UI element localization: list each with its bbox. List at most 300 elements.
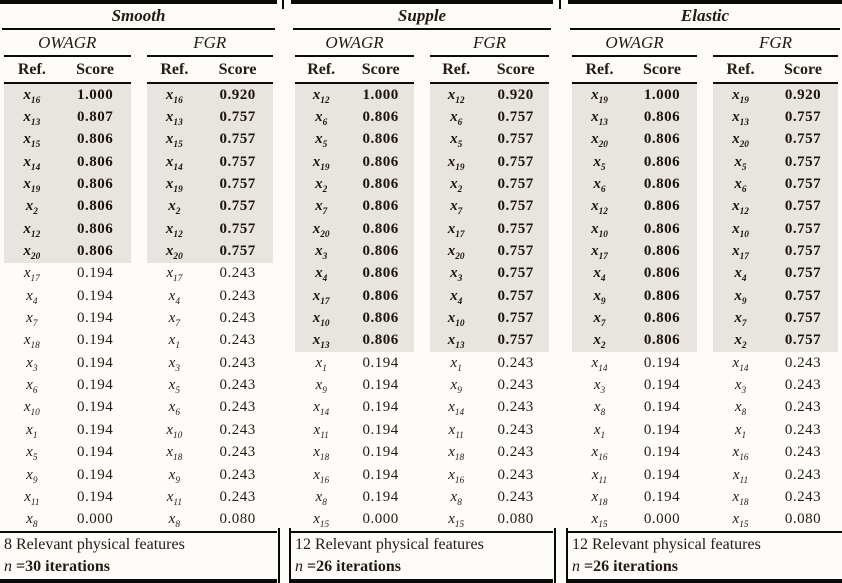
feature-ref: $x_{10}$ bbox=[166, 421, 183, 441]
feature-ref: $x_{12}$ bbox=[23, 220, 41, 240]
feature-ref: $x_9$ bbox=[450, 377, 462, 397]
feature-score: 0.806 bbox=[76, 153, 114, 170]
feature-ref: $x_4$ bbox=[168, 287, 180, 307]
feature-ref: $x_{20}$ bbox=[312, 220, 330, 240]
table-row bbox=[295, 442, 414, 464]
table-row bbox=[4, 173, 131, 195]
feature-score: 0.757 bbox=[497, 265, 534, 282]
table-row bbox=[4, 263, 131, 285]
method-name: FGR bbox=[147, 30, 274, 57]
feature-ref: $x_3$ bbox=[593, 377, 606, 397]
feature-ref: $x_{11}$ bbox=[732, 466, 749, 486]
table-row bbox=[147, 240, 274, 262]
table-row bbox=[147, 196, 274, 218]
feature-score: 0.757 bbox=[219, 131, 256, 148]
feature-score: 0.806 bbox=[643, 153, 681, 170]
feature-score: 0.806 bbox=[362, 153, 399, 170]
feature-score: 0.194 bbox=[76, 265, 114, 282]
iterations-count: =26 iterations bbox=[303, 558, 401, 575]
feature-score: 0.757 bbox=[219, 109, 256, 126]
feature-score: 0.806 bbox=[643, 287, 681, 304]
feature-score: 0.806 bbox=[76, 243, 114, 260]
table-row bbox=[4, 464, 131, 486]
feature-ref: $x_8$ bbox=[315, 488, 327, 508]
table-row bbox=[572, 129, 697, 151]
column-header-score: Score bbox=[784, 60, 822, 78]
feature-score: 0.757 bbox=[497, 310, 534, 327]
feature-ref: $x_{16}$ bbox=[165, 86, 183, 106]
table-row bbox=[147, 419, 274, 441]
feature-ref: $x_{10}$ bbox=[312, 310, 330, 330]
table-row bbox=[572, 240, 697, 262]
table-row bbox=[713, 263, 838, 285]
feature-ref: $x_{12}$ bbox=[312, 86, 330, 106]
feature-score: 0.194 bbox=[362, 466, 399, 483]
feature-ref: $x_5$ bbox=[734, 153, 747, 173]
feature-ref: $x_{18}$ bbox=[313, 444, 330, 464]
method-owagr bbox=[572, 30, 697, 531]
feature-ref: $x_{14}$ bbox=[448, 399, 465, 419]
iterations-note bbox=[295, 556, 549, 578]
feature-ref: $x_3$ bbox=[315, 243, 328, 263]
data-rows bbox=[4, 84, 131, 531]
feature-score: 0.757 bbox=[784, 265, 822, 282]
feature-score: 0.243 bbox=[497, 354, 534, 371]
column-header-ref: Ref. bbox=[17, 60, 46, 78]
table-row bbox=[713, 374, 838, 396]
feature-ref: $x_4$ bbox=[734, 265, 747, 285]
method-name: OWAGR bbox=[572, 30, 697, 57]
feature-score: 0.243 bbox=[497, 377, 534, 394]
feature-score: 0.080 bbox=[219, 511, 256, 528]
feature-score: 0.194 bbox=[76, 466, 114, 483]
table-row bbox=[295, 419, 414, 441]
feature-score: 0.243 bbox=[784, 488, 822, 505]
section-gap bbox=[553, 0, 568, 583]
feature-ref: $x_3$ bbox=[450, 265, 463, 285]
feature-score: 0.806 bbox=[76, 220, 114, 237]
table-row bbox=[713, 151, 838, 173]
table-row bbox=[713, 419, 838, 441]
feature-score: 0.194 bbox=[643, 399, 681, 416]
feature-ref: $x_1$ bbox=[734, 421, 747, 441]
table-row bbox=[295, 285, 414, 307]
feature-score: 0.243 bbox=[497, 466, 534, 483]
table-row bbox=[147, 129, 274, 151]
table-row bbox=[572, 374, 697, 396]
iterations-count: =26 iterations bbox=[580, 558, 678, 575]
table-row bbox=[295, 352, 414, 374]
table-row bbox=[572, 397, 697, 419]
data-rows bbox=[572, 84, 697, 531]
table-row bbox=[713, 464, 838, 486]
feature-ref: $x_{19}$ bbox=[165, 176, 183, 196]
table-row bbox=[572, 464, 697, 486]
table-row bbox=[713, 84, 838, 106]
section-title: Supple bbox=[293, 4, 551, 30]
section-footer bbox=[0, 531, 277, 579]
table-row bbox=[147, 464, 274, 486]
feature-ref: $x_9$ bbox=[26, 466, 38, 486]
feature-score: 0.757 bbox=[784, 243, 822, 260]
feature-ref: $x_{16}$ bbox=[732, 444, 749, 464]
feature-score: 0.000 bbox=[76, 511, 114, 528]
feature-ref: $x_9$ bbox=[315, 377, 327, 397]
column-headers bbox=[147, 57, 274, 84]
feature-ref: $x_5$ bbox=[450, 131, 463, 151]
feature-score: 0.806 bbox=[362, 109, 399, 126]
table-row bbox=[572, 84, 697, 106]
feature-score: 0.806 bbox=[362, 332, 399, 349]
table-row bbox=[430, 84, 549, 106]
feature-ref: $x_{12}$ bbox=[165, 220, 183, 240]
table-row bbox=[295, 106, 414, 128]
feature-ref: $x_7$ bbox=[26, 310, 38, 330]
feature-ref: $x_{17}$ bbox=[312, 287, 330, 307]
feature-ref: $x_{18}$ bbox=[166, 444, 183, 464]
column-header-ref: Ref. bbox=[726, 60, 755, 78]
column-header-score: Score bbox=[76, 60, 115, 78]
table-row bbox=[4, 106, 131, 128]
table-row bbox=[430, 151, 549, 173]
feature-ref: $x_{19}$ bbox=[732, 86, 749, 106]
feature-score: 0.243 bbox=[497, 488, 534, 505]
feature-score: 0.757 bbox=[784, 198, 822, 215]
feature-ref: $x_{19}$ bbox=[591, 86, 608, 106]
table-row bbox=[147, 330, 274, 352]
feature-ref: $x_{17}$ bbox=[166, 265, 183, 285]
feature-ref: $x_{17}$ bbox=[23, 265, 40, 285]
feature-ref: $x_4$ bbox=[450, 287, 463, 307]
table-row bbox=[430, 307, 549, 329]
feature-ref: $x_8$ bbox=[593, 399, 606, 419]
feature-ref: $x_1$ bbox=[593, 421, 606, 441]
feature-ref: $x_{11}$ bbox=[313, 421, 329, 441]
method-name: FGR bbox=[713, 30, 838, 57]
feature-score: 0.757 bbox=[219, 153, 256, 170]
table-row bbox=[147, 106, 274, 128]
feature-ref: $x_{11}$ bbox=[448, 421, 464, 441]
feature-score: 0.194 bbox=[362, 488, 399, 505]
feature-score: 0.806 bbox=[362, 198, 399, 215]
feature-score: 0.806 bbox=[76, 176, 114, 193]
feature-ref: $x_{20}$ bbox=[23, 243, 41, 263]
method-fgr bbox=[713, 30, 838, 531]
table-row bbox=[147, 84, 274, 106]
n-symbol: n bbox=[4, 558, 12, 575]
feature-score: 0.194 bbox=[643, 354, 681, 371]
feature-score: 0.806 bbox=[643, 265, 681, 282]
feature-score: 0.243 bbox=[219, 444, 256, 461]
method-columns bbox=[291, 30, 553, 531]
feature-score: 0.757 bbox=[219, 176, 256, 193]
column-header-score: Score bbox=[643, 60, 681, 78]
feature-ref: $x_{17}$ bbox=[447, 220, 465, 240]
method-columns bbox=[0, 30, 277, 531]
feature-score: 0.243 bbox=[497, 444, 534, 461]
table-row bbox=[713, 106, 838, 128]
table-row bbox=[147, 486, 274, 508]
table-row bbox=[430, 509, 549, 531]
table-row bbox=[713, 307, 838, 329]
feature-ref: $x_8$ bbox=[450, 488, 462, 508]
column-header-ref: Ref. bbox=[307, 60, 336, 78]
feature-score: 0.806 bbox=[643, 176, 681, 193]
feature-score: 1.000 bbox=[643, 86, 681, 103]
table-row bbox=[430, 352, 549, 374]
table-border-tick bbox=[289, 528, 291, 583]
feature-ref: $x_2$ bbox=[25, 198, 38, 218]
feature-score: 0.757 bbox=[784, 332, 822, 349]
feature-score: 1.000 bbox=[76, 86, 114, 103]
table-row bbox=[295, 263, 414, 285]
table-row bbox=[4, 218, 131, 240]
feature-ref: $x_6$ bbox=[315, 109, 328, 129]
feature-ref: $x_6$ bbox=[734, 176, 747, 196]
table-row bbox=[147, 307, 274, 329]
table-border-tick bbox=[282, 0, 284, 9]
feature-score: 0.194 bbox=[362, 399, 399, 416]
feature-score: 0.806 bbox=[362, 131, 399, 148]
table-row bbox=[572, 196, 697, 218]
section-title: Elastic bbox=[570, 4, 840, 30]
iterations-note bbox=[572, 556, 838, 578]
table-row bbox=[295, 509, 414, 531]
table-row bbox=[572, 263, 697, 285]
feature-score: 0.806 bbox=[362, 287, 399, 304]
feature-score: 0.194 bbox=[643, 466, 681, 483]
feature-ref: $x_{14}$ bbox=[165, 153, 183, 173]
table-row bbox=[4, 285, 131, 307]
data-rows bbox=[147, 84, 274, 531]
feature-score: 0.243 bbox=[497, 421, 534, 438]
table-row bbox=[572, 419, 697, 441]
feature-score: 0.757 bbox=[784, 220, 822, 237]
feature-ref: $x_{16}$ bbox=[313, 466, 330, 486]
feature-score: 0.757 bbox=[497, 131, 534, 148]
table-row bbox=[430, 486, 549, 508]
table-row bbox=[295, 374, 414, 396]
feature-score: 0.806 bbox=[76, 198, 114, 215]
method-fgr bbox=[430, 30, 549, 531]
table-row bbox=[147, 374, 274, 396]
feature-ref: $x_{10}$ bbox=[447, 310, 465, 330]
feature-ref: $x_6$ bbox=[26, 377, 38, 397]
feature-score: 0.757 bbox=[497, 243, 534, 260]
iterations-count: =30 iterations bbox=[12, 558, 110, 575]
table-row bbox=[430, 240, 549, 262]
table-row bbox=[295, 397, 414, 419]
feature-score: 0.757 bbox=[784, 176, 822, 193]
table-row bbox=[713, 196, 838, 218]
table-row bbox=[147, 218, 274, 240]
section-gap bbox=[277, 0, 291, 583]
table-row bbox=[4, 397, 131, 419]
feature-ref: $x_4$ bbox=[593, 265, 606, 285]
feature-ref: $x_5$ bbox=[26, 444, 38, 464]
method-name: OWAGR bbox=[4, 30, 131, 57]
feature-score: 0.000 bbox=[643, 511, 681, 528]
feature-ref: $x_{14}$ bbox=[591, 354, 608, 374]
feature-ref: $x_{15}$ bbox=[591, 511, 608, 531]
table-row bbox=[713, 173, 838, 195]
relevant-features-note: 8 Relevant physical features bbox=[4, 536, 185, 553]
feature-score: 0.806 bbox=[362, 220, 399, 237]
section-elastic bbox=[568, 0, 842, 583]
feature-score: 0.194 bbox=[643, 421, 681, 438]
table-row bbox=[713, 285, 838, 307]
feature-ref: $x_4$ bbox=[26, 287, 38, 307]
feature-ref: $x_{10}$ bbox=[23, 399, 40, 419]
column-headers bbox=[572, 57, 697, 84]
feature-score: 0.757 bbox=[784, 310, 822, 327]
table-row bbox=[430, 196, 549, 218]
table-row bbox=[430, 464, 549, 486]
feature-ref: $x_3$ bbox=[734, 377, 747, 397]
table-row bbox=[295, 151, 414, 173]
feature-score: 0.194 bbox=[76, 421, 114, 438]
table-row bbox=[295, 464, 414, 486]
table-row bbox=[713, 486, 838, 508]
table-row bbox=[295, 173, 414, 195]
table-row bbox=[4, 129, 131, 151]
feature-ref: $x_2$ bbox=[168, 198, 181, 218]
feature-ref: $x_{20}$ bbox=[591, 131, 608, 151]
feature-ref: $x_{15}$ bbox=[448, 511, 465, 531]
feature-score: 0.243 bbox=[784, 421, 822, 438]
feature-score: 0.243 bbox=[219, 287, 256, 304]
feature-score: 0.243 bbox=[784, 354, 822, 371]
feature-score: 0.806 bbox=[362, 176, 399, 193]
feature-ref: $x_{18}$ bbox=[591, 488, 608, 508]
table-row bbox=[147, 285, 274, 307]
feature-ref: $x_{10}$ bbox=[732, 220, 749, 240]
feature-ref: $x_{19}$ bbox=[447, 153, 465, 173]
feature-score: 0.920 bbox=[784, 86, 822, 103]
feature-ref: $x_1$ bbox=[26, 421, 38, 441]
feature-score: 0.806 bbox=[362, 243, 399, 260]
table-row bbox=[4, 419, 131, 441]
feature-ref: $x_9$ bbox=[168, 466, 180, 486]
table-row bbox=[430, 129, 549, 151]
feature-score: 0.920 bbox=[497, 86, 534, 103]
feature-ref: $x_{19}$ bbox=[312, 153, 330, 173]
table-row bbox=[4, 486, 131, 508]
feature-ref: $x_{15}$ bbox=[313, 511, 330, 531]
table-row bbox=[4, 442, 131, 464]
feature-ref: $x_{10}$ bbox=[591, 220, 608, 240]
table-row bbox=[430, 419, 549, 441]
table-row bbox=[147, 173, 274, 195]
table-row bbox=[430, 106, 549, 128]
table-row bbox=[295, 486, 414, 508]
feature-score: 0.757 bbox=[497, 198, 534, 215]
feature-ref: $x_3$ bbox=[168, 354, 180, 374]
table-border-tick bbox=[559, 0, 561, 9]
feature-score: 0.243 bbox=[219, 332, 256, 349]
method-columns bbox=[568, 30, 842, 531]
feature-score: 0.920 bbox=[219, 86, 256, 103]
table-row bbox=[4, 374, 131, 396]
feature-score: 0.806 bbox=[362, 310, 399, 327]
feature-ref: $x_{13}$ bbox=[23, 109, 41, 129]
feature-score: 0.243 bbox=[784, 444, 822, 461]
feature-ref: $x_{12}$ bbox=[732, 198, 749, 218]
feature-ref: $x_7$ bbox=[315, 198, 328, 218]
feature-score: 0.194 bbox=[76, 287, 114, 304]
feature-score: 0.243 bbox=[784, 466, 822, 483]
feature-ref: $x_{18}$ bbox=[23, 332, 40, 352]
table-row bbox=[4, 84, 131, 106]
column-header-score: Score bbox=[361, 60, 400, 78]
feature-ref: $x_2$ bbox=[315, 176, 328, 196]
feature-ref: $x_8$ bbox=[734, 399, 747, 419]
feature-ref: $x_{11}$ bbox=[24, 488, 40, 508]
feature-score: 0.806 bbox=[643, 243, 681, 260]
feature-score: 0.194 bbox=[643, 488, 681, 505]
feature-ref: $x_{13}$ bbox=[447, 332, 465, 352]
column-header-score: Score bbox=[496, 60, 535, 78]
column-headers bbox=[4, 57, 131, 84]
table-row bbox=[572, 106, 697, 128]
table-row bbox=[713, 509, 838, 531]
table-row bbox=[713, 352, 838, 374]
feature-ref: $x_{17}$ bbox=[591, 243, 608, 263]
table-border-tick bbox=[554, 528, 556, 583]
feature-score: 0.243 bbox=[219, 399, 256, 416]
feature-score: 0.243 bbox=[784, 377, 822, 394]
column-header-ref: Ref. bbox=[442, 60, 471, 78]
feature-score: 0.194 bbox=[362, 377, 399, 394]
feature-score: 0.194 bbox=[76, 354, 114, 371]
table-row bbox=[430, 374, 549, 396]
feature-score: 0.757 bbox=[497, 109, 534, 126]
feature-ref: $x_{19}$ bbox=[23, 176, 41, 196]
feature-score: 0.194 bbox=[643, 377, 681, 394]
data-rows bbox=[430, 84, 549, 531]
section-smooth bbox=[0, 0, 277, 583]
table-row bbox=[295, 129, 414, 151]
feature-ref: $x_3$ bbox=[26, 354, 38, 374]
feature-score: 0.757 bbox=[784, 153, 822, 170]
table-row bbox=[147, 151, 274, 173]
feature-score: 0.757 bbox=[784, 109, 822, 126]
feature-score: 0.757 bbox=[219, 198, 256, 215]
feature-score: 0.757 bbox=[497, 176, 534, 193]
table-row bbox=[713, 330, 838, 352]
feature-ref: $x_{20}$ bbox=[732, 131, 749, 151]
feature-ref: $x_{12}$ bbox=[447, 86, 465, 106]
feature-ref: $x_{12}$ bbox=[591, 198, 608, 218]
feature-score: 0.194 bbox=[362, 421, 399, 438]
table-row bbox=[295, 307, 414, 329]
feature-score: 0.806 bbox=[643, 198, 681, 215]
table-row bbox=[430, 173, 549, 195]
method-owagr bbox=[295, 30, 414, 531]
feature-score: 0.757 bbox=[784, 131, 822, 148]
table-row bbox=[4, 240, 131, 262]
section-supple bbox=[291, 0, 553, 583]
feature-score: 0.194 bbox=[362, 354, 399, 371]
feature-score: 0.194 bbox=[362, 444, 399, 461]
table-row bbox=[572, 151, 697, 173]
table-row bbox=[572, 173, 697, 195]
feature-score: 0.194 bbox=[76, 399, 114, 416]
data-rows bbox=[713, 84, 838, 531]
feature-ref: $x_8$ bbox=[168, 511, 180, 531]
feature-score: 0.806 bbox=[76, 131, 114, 148]
table-row bbox=[4, 151, 131, 173]
